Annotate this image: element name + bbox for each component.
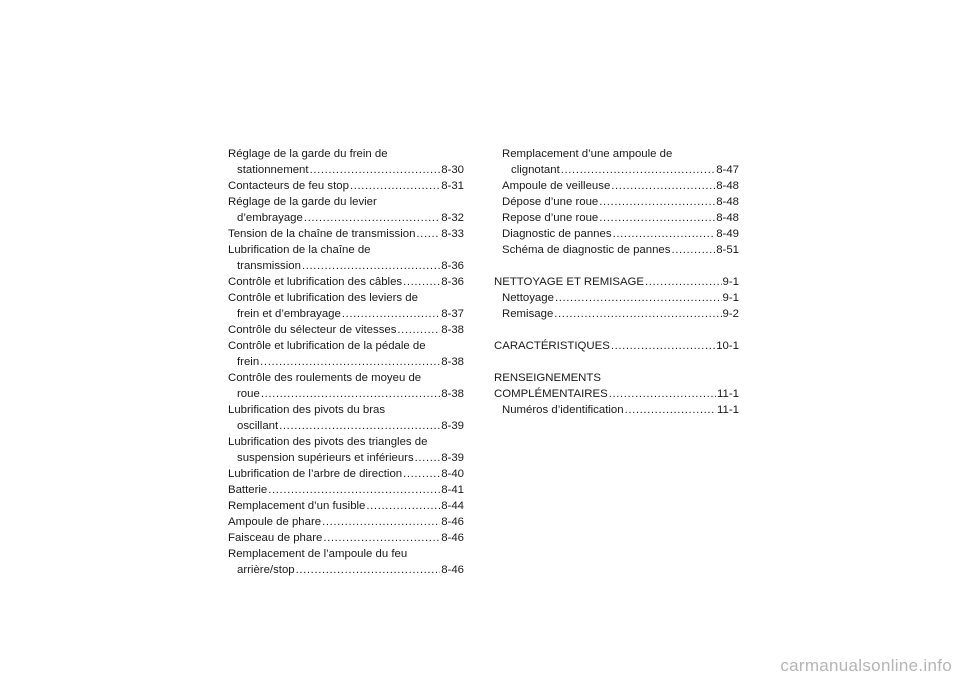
toc-page-number: 8-48 bbox=[716, 180, 739, 192]
dot-leader bbox=[599, 210, 715, 226]
dot-leader bbox=[611, 178, 715, 194]
dot-leader bbox=[323, 530, 440, 546]
toc-page-number: 8-38 bbox=[441, 388, 464, 400]
toc-entry[interactable] bbox=[494, 178, 739, 194]
toc-entry-title: Contacteurs de feu stop bbox=[228, 180, 349, 192]
dot-leader bbox=[366, 498, 440, 514]
toc-entry[interactable] bbox=[494, 210, 739, 226]
toc-entry-title-line: Remplacement d’une ampoule de bbox=[502, 148, 673, 160]
toc-entry-title-line: Lubrification des pivots des triangles de bbox=[228, 436, 428, 448]
toc-entry-title-line: Contrôle des roulements de moyeu de bbox=[228, 372, 422, 384]
dot-leader bbox=[350, 178, 440, 194]
toc-entry-title-line: RENSEIGNEMENTS bbox=[494, 372, 601, 384]
toc-page-number: 8-46 bbox=[441, 532, 464, 544]
dot-leader bbox=[613, 226, 716, 242]
toc-page-number: 8-38 bbox=[441, 356, 464, 368]
section-gap bbox=[494, 258, 739, 274]
dot-leader bbox=[561, 162, 715, 178]
dot-leader bbox=[671, 242, 715, 258]
dot-leader bbox=[415, 450, 441, 466]
dot-leader bbox=[261, 386, 440, 402]
toc-entry[interactable] bbox=[494, 402, 739, 418]
toc-page-number: 9-1 bbox=[722, 276, 739, 288]
toc-entry-title: Numéros d’identification bbox=[502, 404, 624, 416]
toc-entry[interactable] bbox=[228, 274, 464, 290]
dot-leader bbox=[342, 306, 440, 322]
toc-page-number: 8-33 bbox=[441, 228, 464, 240]
toc-page-number: 11-1 bbox=[717, 388, 739, 400]
dot-leader bbox=[625, 402, 716, 418]
dot-leader bbox=[279, 418, 440, 434]
toc-page-number: 11-1 bbox=[717, 404, 739, 416]
toc-entry[interactable] bbox=[494, 274, 739, 290]
toc-page-number: 8-47 bbox=[716, 164, 739, 176]
toc-entry[interactable] bbox=[228, 338, 464, 370]
toc-entry-title-line: Contrôle et lubrification de la pédale de bbox=[228, 340, 426, 352]
toc-entry-title: COMPLÉMENTAIRES bbox=[494, 388, 608, 400]
toc-entry-title: Contrôle du sélecteur de vitesses bbox=[228, 324, 397, 336]
toc-left-column bbox=[228, 146, 464, 578]
toc-entry[interactable] bbox=[494, 306, 739, 322]
toc-entry-title-line: Lubrification des pivots du bras bbox=[228, 404, 386, 416]
toc-page-number: 8-39 bbox=[441, 420, 464, 432]
toc-entry-title: Batterie bbox=[228, 484, 268, 496]
toc-entry[interactable] bbox=[228, 402, 464, 434]
toc-entry[interactable] bbox=[228, 194, 464, 226]
toc-page-number: 8-48 bbox=[716, 212, 739, 224]
toc-page-number: 8-32 bbox=[441, 212, 464, 224]
dot-leader bbox=[268, 482, 440, 498]
toc-entry-title: suspension supérieurs et inférieurs bbox=[237, 452, 414, 464]
dot-leader bbox=[322, 514, 440, 530]
toc-entry[interactable] bbox=[494, 338, 739, 354]
toc-page-number: 8-46 bbox=[441, 564, 464, 576]
toc-page-number: 9-2 bbox=[722, 308, 739, 320]
toc-entry-title: stationnement bbox=[237, 164, 309, 176]
dot-leader bbox=[403, 274, 440, 290]
toc-entry-title: Remplacement d’un fusible bbox=[228, 500, 366, 512]
watermark: carmanualsonline.info bbox=[780, 656, 952, 675]
toc-entry-title: Tension de la chaîne de transmission bbox=[228, 228, 416, 240]
toc-entry[interactable] bbox=[228, 514, 464, 530]
section-gap bbox=[494, 354, 739, 370]
toc-entry[interactable] bbox=[228, 546, 464, 578]
toc-entry-title: CARACTÉRISTIQUES bbox=[494, 340, 610, 352]
toc-entry[interactable] bbox=[228, 146, 464, 178]
toc-page-number: 8-36 bbox=[441, 276, 464, 288]
toc-entry-title: Schéma de diagnostic de pannes bbox=[502, 244, 671, 256]
section-gap bbox=[494, 322, 739, 338]
toc-entry-title: Ampoule de veilleuse bbox=[502, 180, 611, 192]
toc-entry[interactable] bbox=[228, 242, 464, 274]
dot-leader bbox=[416, 226, 440, 242]
toc-page-number: 8-30 bbox=[441, 164, 464, 176]
toc-entry[interactable] bbox=[228, 290, 464, 322]
toc-entry-title: NETTOYAGE ET REMISAGE bbox=[494, 276, 645, 288]
toc-entry[interactable] bbox=[228, 434, 464, 466]
toc-entry[interactable] bbox=[494, 146, 739, 178]
toc-entry-title-line: Remplacement de l’ampoule du feu bbox=[228, 548, 408, 560]
dot-leader bbox=[310, 162, 441, 178]
dot-leader bbox=[554, 306, 721, 322]
dot-leader bbox=[599, 194, 715, 210]
toc-entry-title: Faisceau de phare bbox=[228, 532, 323, 544]
toc-page-number: 9-1 bbox=[722, 292, 739, 304]
toc-entry-title-line: Réglage de la garde du levier bbox=[228, 196, 377, 208]
dot-leader bbox=[555, 290, 722, 306]
toc-page-number: 8-41 bbox=[441, 484, 464, 496]
toc-entry-title: Ampoule de phare bbox=[228, 516, 322, 528]
toc-entry[interactable] bbox=[228, 498, 464, 514]
toc-entry-title: roue bbox=[237, 388, 260, 400]
toc-page-number: 8-44 bbox=[441, 500, 464, 512]
toc-page-number: 8-46 bbox=[441, 516, 464, 528]
toc-entry-title: frein et d’embrayage bbox=[237, 308, 341, 320]
toc-entry-title-line: Réglage de la garde du frein de bbox=[228, 148, 388, 160]
toc-entry[interactable] bbox=[494, 290, 739, 306]
toc-page-number: 8-39 bbox=[441, 452, 464, 464]
toc-entry-title-line: Contrôle et lubrification des leviers de bbox=[228, 292, 418, 304]
toc-page-number: 8-48 bbox=[716, 196, 739, 208]
toc-page-number: 10-1 bbox=[716, 340, 739, 352]
toc-entry-title: d’embrayage bbox=[237, 212, 303, 224]
toc-entry[interactable] bbox=[228, 466, 464, 482]
toc-entry-title: oscillant bbox=[237, 420, 279, 432]
toc-entry-title: clignotant bbox=[511, 164, 560, 176]
toc-entry-title: Remisage bbox=[502, 308, 554, 320]
toc-entry-title: frein bbox=[237, 356, 260, 368]
toc-entry-title: Contrôle et lubrification des câbles bbox=[228, 276, 403, 288]
toc-entry-title: Nettoyage bbox=[502, 292, 554, 304]
toc-page-number: 8-36 bbox=[441, 260, 464, 272]
toc-right-column bbox=[494, 146, 739, 418]
toc-entry-title-line: Lubrification de la chaîne de bbox=[228, 244, 371, 256]
toc-entry-title: Dépose d’une roue bbox=[502, 196, 599, 208]
toc-page-number: 8-51 bbox=[716, 244, 739, 256]
dot-leader bbox=[397, 322, 440, 338]
toc-entry[interactable] bbox=[228, 322, 464, 338]
dot-leader bbox=[609, 386, 716, 402]
toc-entry-title: Lubrification de l’arbre de direction bbox=[228, 468, 403, 480]
dot-leader bbox=[302, 258, 440, 274]
toc-page-number: 8-40 bbox=[441, 468, 464, 480]
toc-entry[interactable] bbox=[494, 242, 739, 258]
toc-entry[interactable] bbox=[494, 370, 739, 402]
toc-entry-title: Diagnostic de pannes bbox=[502, 228, 612, 240]
dot-leader bbox=[645, 274, 722, 290]
toc-entry-title: arrière/stop bbox=[237, 564, 295, 576]
dot-leader bbox=[403, 466, 440, 482]
toc-page-number: 8-49 bbox=[716, 228, 739, 240]
dot-leader bbox=[611, 338, 715, 354]
toc-entry[interactable] bbox=[228, 530, 464, 546]
toc-entry[interactable] bbox=[494, 226, 739, 242]
dot-leader bbox=[304, 210, 440, 226]
dot-leader bbox=[296, 562, 441, 578]
toc-entry[interactable] bbox=[494, 194, 739, 210]
toc-page-number: 8-38 bbox=[441, 324, 464, 336]
toc-entry[interactable] bbox=[228, 482, 464, 498]
toc-entry[interactable] bbox=[228, 370, 464, 402]
toc-entry[interactable] bbox=[228, 226, 464, 242]
toc-entry[interactable] bbox=[228, 178, 464, 194]
toc-entry-title: transmission bbox=[237, 260, 301, 272]
toc-page-number: 8-37 bbox=[441, 308, 464, 320]
toc-entry-title: Repose d’une roue bbox=[502, 212, 599, 224]
toc-page-number: 8-31 bbox=[441, 180, 464, 192]
dot-leader bbox=[260, 354, 440, 370]
